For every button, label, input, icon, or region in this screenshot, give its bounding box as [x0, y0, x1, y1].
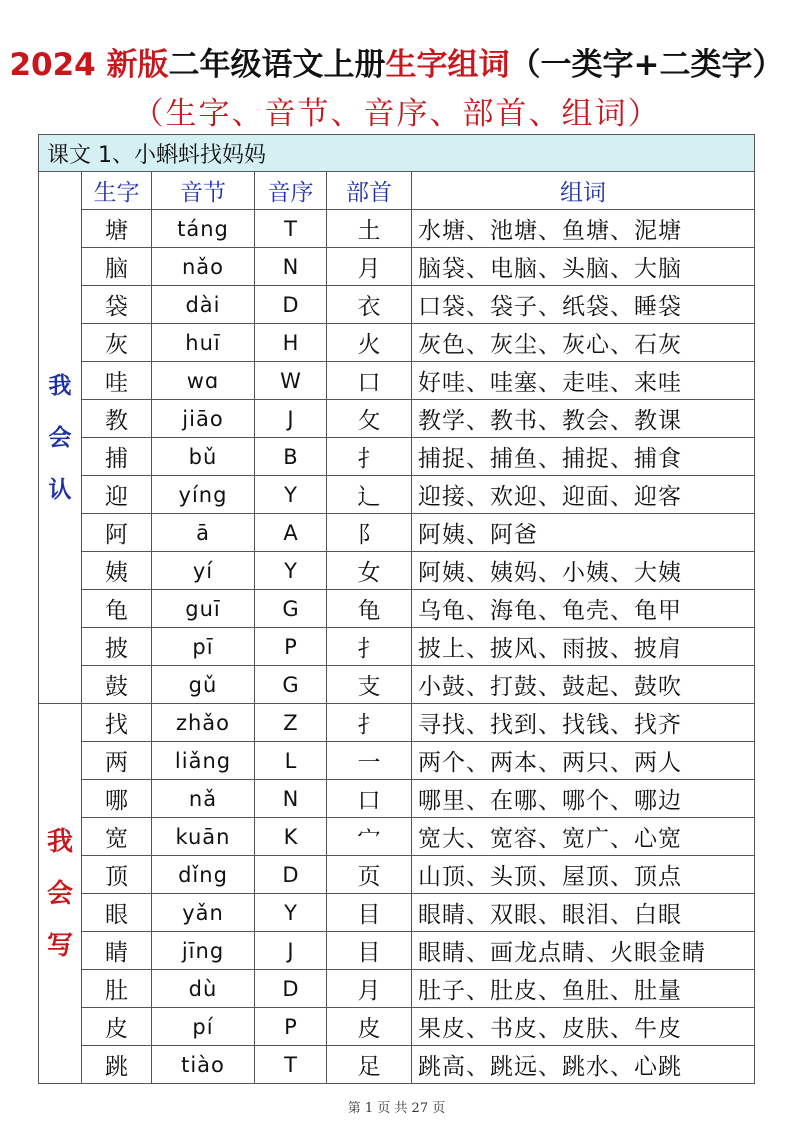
lesson-header-row: [39, 135, 755, 172]
cell-pinyin: liǎng: [152, 742, 255, 780]
cell-radical: 土: [327, 210, 412, 248]
cell-radical: 阝: [327, 514, 412, 552]
table-row: [39, 1008, 755, 1046]
cell-initial: P: [255, 628, 327, 666]
cell-pinyin: guī: [152, 590, 255, 628]
cell-pinyin: jīng: [152, 932, 255, 970]
table-row: [39, 400, 755, 438]
column-header-char: 生字: [82, 172, 152, 210]
table-row: [39, 856, 755, 894]
cell-char: 灰: [82, 324, 152, 362]
cell-initial: L: [255, 742, 327, 780]
table-row: [39, 210, 755, 248]
cell-pinyin: jiāo: [152, 400, 255, 438]
page-title: [0, 42, 793, 88]
cell-char: 袋: [82, 286, 152, 324]
cell-words: 捕捉、捕鱼、捕捉、捕食: [412, 438, 755, 476]
cell-char: 塘: [82, 210, 152, 248]
cell-char: 睛: [82, 932, 152, 970]
cell-radical: 宀: [327, 818, 412, 856]
cell-char: 脑: [82, 248, 152, 286]
group-label-recognize: 我会认: [39, 172, 82, 704]
cell-initial: Y: [255, 476, 327, 514]
cell-char: 宽: [82, 818, 152, 856]
cell-words: 阿姨、姨妈、小姨、大姨: [412, 552, 755, 590]
column-header-radical: 部首: [327, 172, 412, 210]
table-row: [39, 590, 755, 628]
cell-char: 教: [82, 400, 152, 438]
cell-radical: 目: [327, 932, 412, 970]
cell-pinyin: dù: [152, 970, 255, 1008]
cell-pinyin: wɑ: [152, 362, 255, 400]
column-header-words: 组词: [412, 172, 755, 210]
cell-radical: 攵: [327, 400, 412, 438]
cell-pinyin: pí: [152, 1008, 255, 1046]
cell-pinyin: yǎn: [152, 894, 255, 932]
table-row: [39, 704, 755, 742]
cell-char: 迎: [82, 476, 152, 514]
cell-initial: D: [255, 856, 327, 894]
cell-radical: 页: [327, 856, 412, 894]
table-row: [39, 476, 755, 514]
table-row: [39, 552, 755, 590]
cell-words: 口袋、袋子、纸袋、睡袋: [412, 286, 755, 324]
cell-char: 肚: [82, 970, 152, 1008]
cell-initial: N: [255, 780, 327, 818]
cell-words: 披上、披风、雨披、披肩: [412, 628, 755, 666]
cell-pinyin: yíng: [152, 476, 255, 514]
cell-radical: 女: [327, 552, 412, 590]
table-row: [39, 286, 755, 324]
cell-radical: 口: [327, 362, 412, 400]
cell-words: 肚子、肚皮、鱼肚、肚量: [412, 970, 755, 1008]
table-row: [39, 818, 755, 856]
table-row: [39, 932, 755, 970]
column-header-pinyin: 音节: [152, 172, 255, 210]
table-row: [39, 324, 755, 362]
cell-words: 迎接、欢迎、迎面、迎客: [412, 476, 755, 514]
cell-initial: W: [255, 362, 327, 400]
table-row: [39, 1046, 755, 1084]
cell-pinyin: yí: [152, 552, 255, 590]
cell-radical: 足: [327, 1046, 412, 1084]
cell-words: 眼睛、画龙点睛、火眼金睛: [412, 932, 755, 970]
cell-radical: 目: [327, 894, 412, 932]
title-grade: 二年级语文上册: [168, 47, 386, 83]
cell-char: 姨: [82, 552, 152, 590]
table-row: [39, 628, 755, 666]
lesson-title: 课文 1、小蝌蚪找妈妈: [39, 135, 755, 172]
cell-initial: J: [255, 400, 327, 438]
cell-initial: A: [255, 514, 327, 552]
cell-pinyin: bǔ: [152, 438, 255, 476]
cell-words: 乌龟、海龟、龟壳、龟甲: [412, 590, 755, 628]
column-header-row: [39, 172, 755, 210]
cell-initial: K: [255, 818, 327, 856]
cell-pinyin: nǎ: [152, 780, 255, 818]
cell-words: 好哇、哇塞、走哇、来哇: [412, 362, 755, 400]
cell-words: 哪里、在哪、哪个、哪边: [412, 780, 755, 818]
cell-pinyin: kuān: [152, 818, 255, 856]
cell-pinyin: huī: [152, 324, 255, 362]
table-row: [39, 742, 755, 780]
table-row: [39, 894, 755, 932]
cell-char: 披: [82, 628, 152, 666]
cell-initial: D: [255, 970, 327, 1008]
cell-char: 找: [82, 704, 152, 742]
vocab-table: [38, 134, 755, 1084]
cell-char: 两: [82, 742, 152, 780]
cell-words: 教学、教书、教会、教课: [412, 400, 755, 438]
cell-initial: J: [255, 932, 327, 970]
title-year: 2024 新版: [9, 47, 169, 83]
cell-char: 哇: [82, 362, 152, 400]
cell-char: 哪: [82, 780, 152, 818]
cell-char: 跳: [82, 1046, 152, 1084]
cell-initial: Y: [255, 552, 327, 590]
table-row: [39, 514, 755, 552]
cell-char: 捕: [82, 438, 152, 476]
cell-words: 两个、两本、两只、两人: [412, 742, 755, 780]
page-footer: 第 1 页 共 27 页: [347, 1101, 446, 1116]
cell-pinyin: ā: [152, 514, 255, 552]
cell-radical: 月: [327, 248, 412, 286]
cell-words: 灰色、灰尘、灰心、石灰: [412, 324, 755, 362]
cell-pinyin: dài: [152, 286, 255, 324]
cell-words: 脑袋、电脑、头脑、大脑: [412, 248, 755, 286]
cell-char: 皮: [82, 1008, 152, 1046]
cell-radical: 月: [327, 970, 412, 1008]
table-row: [39, 666, 755, 704]
cell-pinyin: gǔ: [152, 666, 255, 704]
cell-words: 眼睛、双眼、眼泪、白眼: [412, 894, 755, 932]
cell-radical: 支: [327, 666, 412, 704]
cell-initial: T: [255, 1046, 327, 1084]
cell-words: 小鼓、打鼓、鼓起、鼓吹: [412, 666, 755, 704]
cell-pinyin: tiào: [152, 1046, 255, 1084]
cell-words: 果皮、书皮、皮肤、牛皮: [412, 1008, 755, 1046]
cell-pinyin: zhǎo: [152, 704, 255, 742]
cell-radical: 口: [327, 780, 412, 818]
cell-initial: B: [255, 438, 327, 476]
cell-char: 顶: [82, 856, 152, 894]
cell-radical: 龟: [327, 590, 412, 628]
title-topic: 生字组词: [385, 47, 510, 83]
cell-initial: G: [255, 590, 327, 628]
cell-char: 鼓: [82, 666, 152, 704]
cell-radical: 火: [327, 324, 412, 362]
cell-radical: 衣: [327, 286, 412, 324]
cell-pinyin: táng: [152, 210, 255, 248]
cell-words: 山顶、头顶、屋顶、顶点: [412, 856, 755, 894]
table-row: [39, 970, 755, 1008]
cell-radical: 扌: [327, 704, 412, 742]
cell-initial: P: [255, 1008, 327, 1046]
cell-radical: 辶: [327, 476, 412, 514]
cell-radical: 一: [327, 742, 412, 780]
cell-initial: G: [255, 666, 327, 704]
table-row: [39, 438, 755, 476]
group-label-write: 我会写: [39, 704, 82, 1084]
cell-char: 阿: [82, 514, 152, 552]
cell-words: 阿姨、阿爸: [412, 514, 755, 552]
cell-char: 眼: [82, 894, 152, 932]
cell-initial: H: [255, 324, 327, 362]
cell-pinyin: nǎo: [152, 248, 255, 286]
cell-pinyin: pī: [152, 628, 255, 666]
cell-pinyin: dǐng: [152, 856, 255, 894]
cell-radical: 扌: [327, 628, 412, 666]
title-scope: （一类字+二类字）: [509, 47, 784, 83]
cell-initial: N: [255, 248, 327, 286]
cell-initial: T: [255, 210, 327, 248]
table-row: [39, 362, 755, 400]
cell-radical: 扌: [327, 438, 412, 476]
cell-words: 寻找、找到、找钱、找齐: [412, 704, 755, 742]
cell-initial: D: [255, 286, 327, 324]
cell-words: 跳高、跳远、跳水、心跳: [412, 1046, 755, 1084]
cell-words: 宽大、宽容、宽广、心宽: [412, 818, 755, 856]
cell-initial: Z: [255, 704, 327, 742]
cell-char: 龟: [82, 590, 152, 628]
table-row: [39, 780, 755, 818]
cell-words: 水塘、池塘、鱼塘、泥塘: [412, 210, 755, 248]
cell-radical: 皮: [327, 1008, 412, 1046]
page-subtitle: （生字、音节、音序、部首、组词）: [132, 96, 661, 132]
column-header-initial: 音序: [255, 172, 327, 210]
cell-initial: Y: [255, 894, 327, 932]
table-row: [39, 248, 755, 286]
